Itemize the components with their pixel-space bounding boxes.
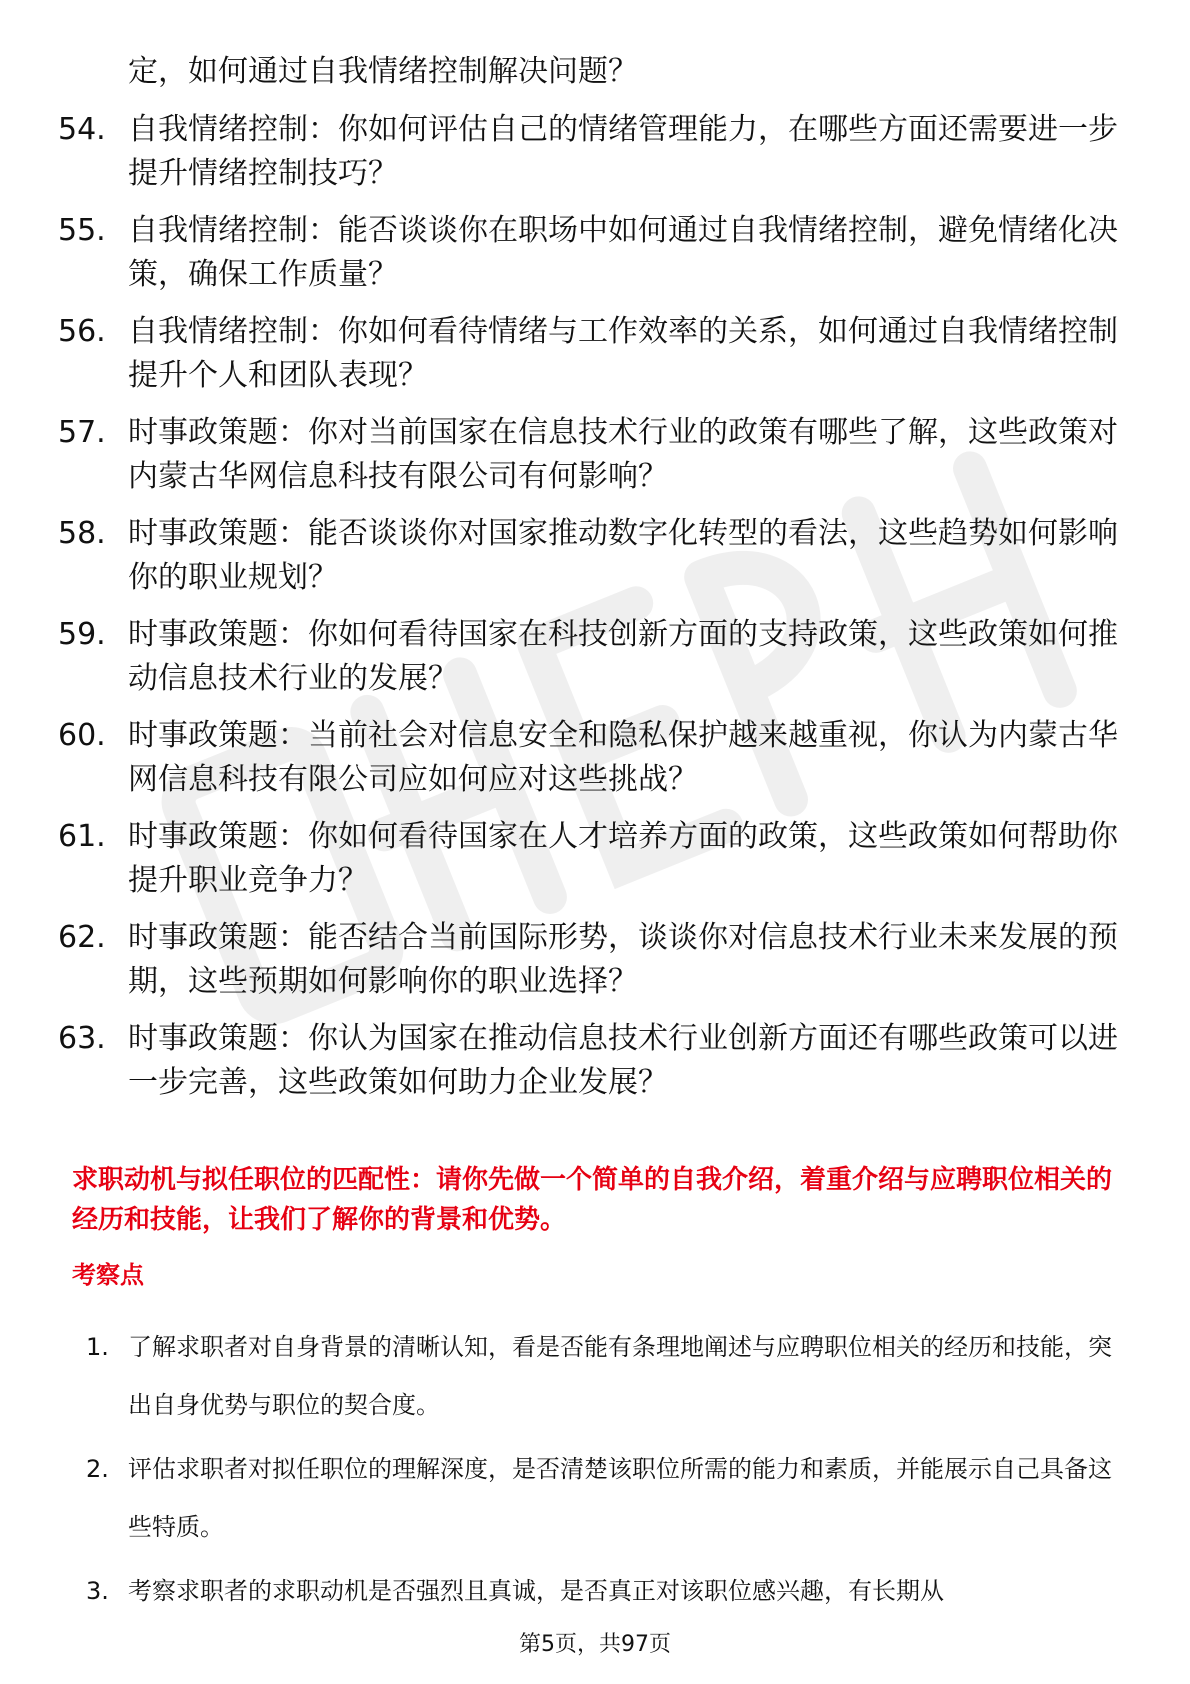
list-item bbox=[58, 1017, 1118, 1105]
item-text: 时事政策题：你如何看待国家在人才培养方面的政策，这些政策如何帮助你提升职业竞争力？ bbox=[128, 819, 1118, 898]
item-number: 61. bbox=[58, 819, 106, 854]
item-text: 评估求职者对拟任职位的理解深度，是否清楚该职位所需的能力和素质，并能展示自己具备这些特质。 bbox=[128, 1455, 1112, 1541]
item-number: 3. bbox=[86, 1577, 109, 1605]
list-item bbox=[58, 613, 1118, 701]
item-text: 时事政策题：你如何看待国家在科技创新方面的支持政策，这些政策如何推动信息技术行业的发展？ bbox=[128, 617, 1118, 696]
item-number: 57. bbox=[58, 415, 106, 450]
item-text: 自我情绪控制：你如何看待情绪与工作效率的关系，如何通过自我情绪控制提升个人和团队表现？ bbox=[128, 314, 1118, 393]
item-number: 1. bbox=[86, 1333, 109, 1361]
item-number: 60. bbox=[58, 718, 106, 753]
item-number: 59. bbox=[58, 617, 106, 652]
item-number: 56. bbox=[58, 314, 106, 349]
item-text: 考察求职者的求职动机是否强烈且真诚，是否真正对该职位感兴趣，有长期从 bbox=[128, 1577, 944, 1605]
list-item bbox=[58, 411, 1118, 499]
item-text: 了解求职者对自身背景的清晰认知，看是否能有条理地阐述与应聘职位相关的经历和技能，突出自身优势与职位的契合度。 bbox=[128, 1333, 1112, 1419]
question-list bbox=[58, 108, 1118, 1118]
item-number: 58. bbox=[58, 516, 106, 551]
item-number: 63. bbox=[58, 1021, 106, 1056]
list-item bbox=[58, 310, 1118, 398]
subheading: 考察点 bbox=[72, 1261, 144, 1289]
item-text: 时事政策题：当前社会对信息安全和隐私保护越来越重视，你认为内蒙古华网信息科技有限公司应如何应对这些挑战？ bbox=[128, 718, 1118, 797]
list-item bbox=[58, 916, 1118, 1004]
list-item bbox=[86, 1440, 1126, 1556]
list-item bbox=[58, 714, 1118, 802]
list-item bbox=[58, 815, 1118, 903]
item-number: 2. bbox=[86, 1455, 109, 1483]
item-text: 自我情绪控制：你如何评估自己的情绪管理能力，在哪些方面还需要进一步提升情绪控制技巧？ bbox=[128, 112, 1118, 191]
item-text: 时事政策题：能否结合当前国际形势，谈谈你对信息技术行业未来发展的预期，这些预期如何影响你的职业选择？ bbox=[128, 920, 1118, 999]
list-item bbox=[58, 512, 1118, 600]
section-heading: 求职动机与拟任职位的匹配性：请你先做一个简单的自我介绍，着重介绍与应聘职位相关的经历和技能，让我们了解你的背景和优势。 bbox=[72, 1165, 1113, 1235]
item-text: 时事政策题：你对当前国家在信息技术行业的政策有哪些了解，这些政策对内蒙古华网信息科技有限公司有何影响？ bbox=[128, 415, 1118, 494]
list-item bbox=[58, 209, 1118, 297]
item-number: 62. bbox=[58, 920, 106, 955]
item-text: 时事政策题：你认为国家在推动信息技术行业创新方面还有哪些政策可以进一步完善，这些政策如何助力企业发展？ bbox=[128, 1021, 1118, 1100]
point-list bbox=[86, 1318, 1126, 1626]
page-footer: 第5页，共97页 bbox=[519, 1632, 671, 1657]
list-item bbox=[58, 108, 1118, 196]
item-text: 时事政策题：能否谈谈你对国家推动数字化转型的看法，这些趋势如何影响你的职业规划？ bbox=[128, 516, 1118, 595]
item-number: 55. bbox=[58, 213, 106, 248]
item-text: 自我情绪控制：能否谈谈你在职场中如何通过自我情绪控制，避免情绪化决策，确保工作质量？ bbox=[128, 213, 1118, 292]
list-item bbox=[86, 1562, 1126, 1620]
item-number: 54. bbox=[58, 112, 106, 147]
list-item bbox=[86, 1318, 1126, 1434]
continuation-line: 定，如何通过自我情绪控制解决问题？ bbox=[128, 54, 638, 89]
